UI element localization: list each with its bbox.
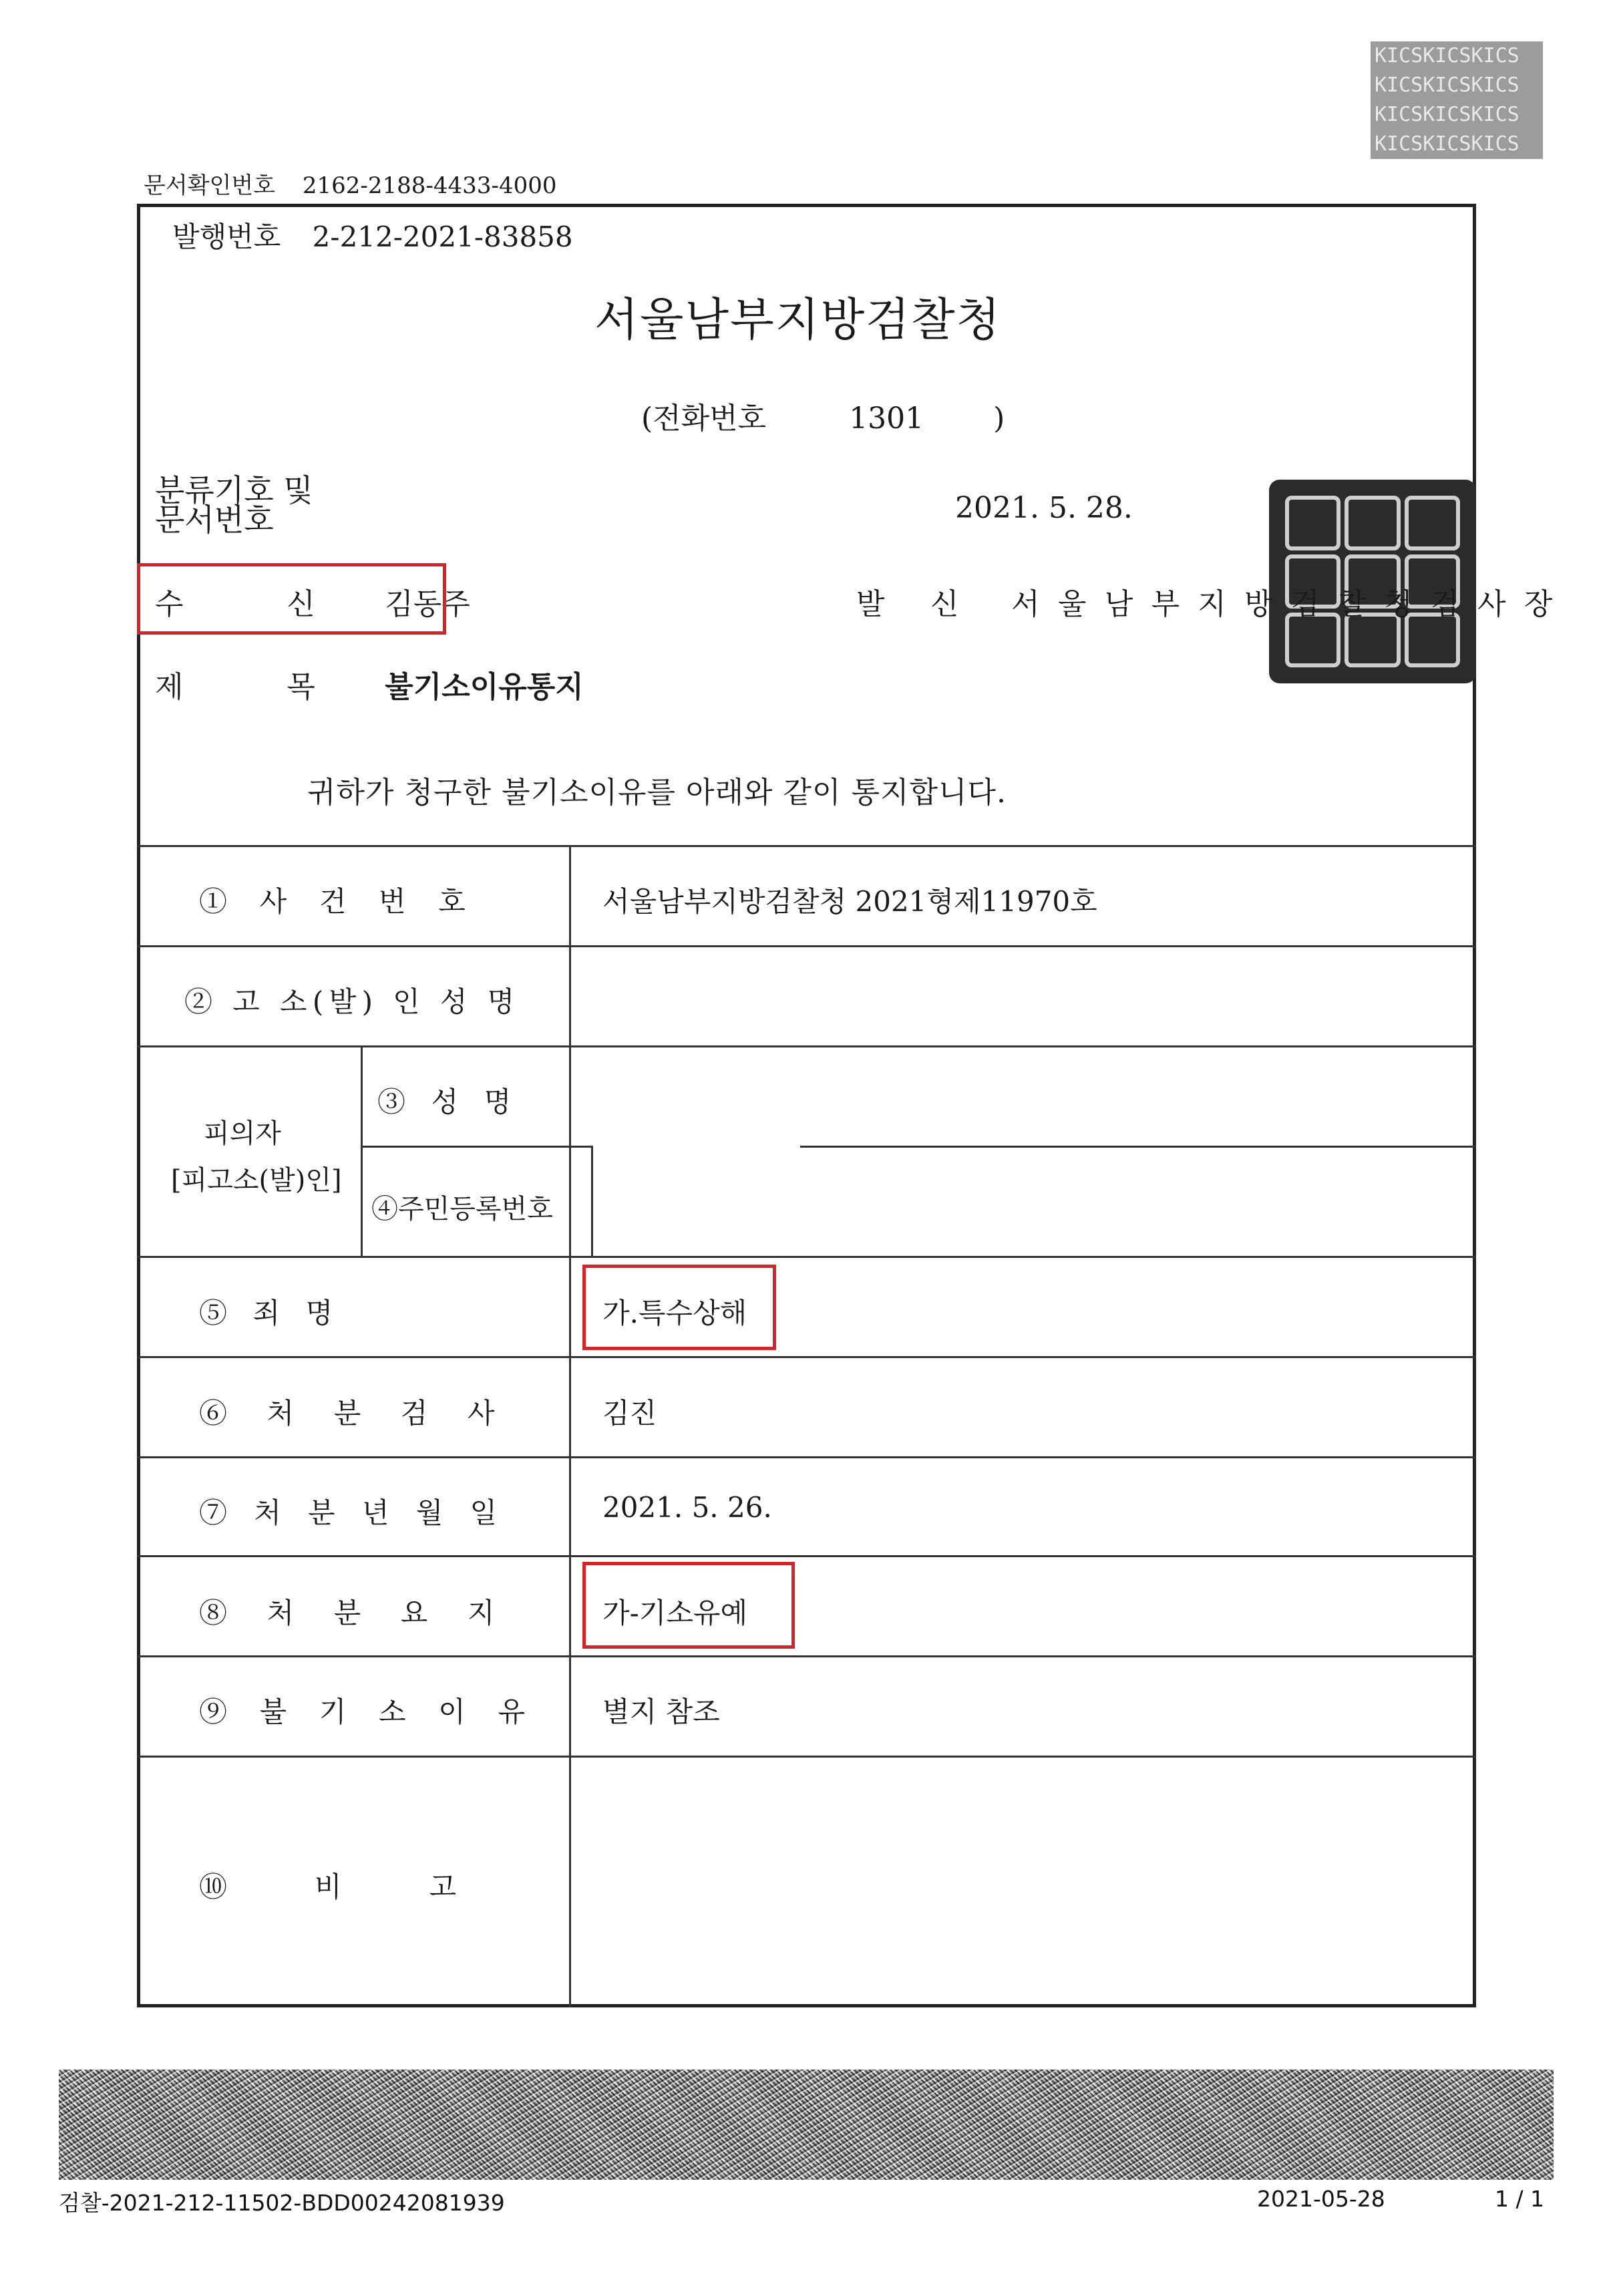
kics-line: KICSKICSKICS [1375, 132, 1519, 156]
classification-label-line2: 문서번호 [155, 502, 274, 538]
doc-confirm-label: 문서확인번호 [144, 172, 276, 199]
kics-line: KICSKICSKICS [1375, 44, 1519, 67]
prosecutor-value: 김진 [602, 1397, 657, 1430]
footer-date: 2021-05-28 [1257, 2186, 1385, 2212]
reason-label: ⑨ 불 기 소 이 유 [199, 1695, 537, 1728]
table-line [137, 1756, 1476, 1758]
disposition-date-value: 2021. 5. 26. [602, 1491, 772, 1524]
table-column-divider [361, 1045, 363, 1256]
issue-number: 2-212-2021-83858 [312, 220, 573, 253]
disposition-date-label: ⑦ 처 분 년 월 일 [199, 1496, 506, 1529]
phone-number: 1301 [849, 401, 924, 436]
table-column-divider [569, 845, 571, 2007]
doc-confirm-line [144, 167, 556, 200]
disposition-summary-label: ⑧ 처 분 요 지 [199, 1597, 510, 1629]
recipient-label: 수 신 [155, 587, 363, 621]
resident-number-label: ④주민등록번호 [371, 1194, 553, 1224]
phone-line [641, 394, 1005, 437]
phone-close: ) [993, 401, 1005, 436]
table-line [361, 1146, 591, 1148]
classification-label-line1: 분류기호 및 [155, 472, 313, 508]
case-number-value: 서울남부지방검찰청 2021형제11970호 [602, 885, 1097, 918]
security-pattern [59, 2070, 1554, 2180]
table-line [137, 1456, 1476, 1458]
suspect-label-line2: [피고소(발)인] [171, 1165, 342, 1196]
issue-label: 발행번호 [172, 220, 281, 253]
sender-label: 발 신 [856, 587, 977, 621]
complainant-label: ② 고 소(발) 인 성 명 [184, 985, 520, 1018]
notice-text: 귀하가 청구한 불기소이유를 아래와 같이 통지합니다. [307, 776, 1007, 810]
name-label: ③ 성 명 [377, 1086, 520, 1118]
footer-page: 1 / 1 [1495, 2186, 1545, 2212]
charge-value: 가.특수상해 [602, 1297, 747, 1329]
table-line [137, 1045, 1476, 1047]
document-date: 2021. 5. 28. [955, 491, 1133, 525]
table-line [137, 945, 1476, 947]
case-number-label: ① 사 건 번 호 [199, 885, 478, 918]
remarks-label: ⑩ 비 고 [199, 1870, 457, 1903]
table-line [137, 1356, 1476, 1358]
charge-highlight [582, 1265, 776, 1350]
recipient-name: 김동주 [385, 587, 470, 621]
charge-label: ⑤ 죄 명 [199, 1297, 341, 1329]
table-line [800, 1146, 1476, 1148]
table-line [137, 1655, 1476, 1657]
table-line [137, 1555, 1476, 1557]
sender-name: 서울남부지방검찰청검사장 [1011, 587, 1571, 621]
prosecutor-label: ⑥ 처 분 검 사 [199, 1397, 510, 1430]
document-frame [137, 204, 1476, 2007]
agency-title: 서울남부지방검찰청 [594, 294, 1002, 347]
kics-watermark [1371, 41, 1543, 159]
kics-line: KICSKICSKICS [1375, 103, 1519, 126]
subject-text: 불기소이유통지 [385, 670, 584, 704]
table-line [137, 1256, 1476, 1258]
classification-label [155, 472, 313, 538]
disposition-summary-value: 가-기소유예 [602, 1597, 748, 1629]
table-line [137, 845, 1476, 847]
subject-line [155, 663, 584, 705]
doc-confirm-number: 2162-2188-4433-4000 [302, 172, 557, 199]
suspect-label-line1: 피의자 [204, 1118, 281, 1149]
disposition-summary-highlight [582, 1562, 795, 1649]
kics-line: KICSKICSKICS [1375, 73, 1519, 97]
table-column-divider [591, 1146, 593, 1256]
subject-label: 제 목 [155, 670, 363, 704]
issue-number-line [172, 215, 573, 255]
recipient-highlight [137, 563, 446, 635]
sender-line [856, 580, 1571, 623]
phone-open: (전화번호 [641, 401, 767, 436]
footer-doc-code: 검찰-2021-212-11502-BDD00242081939 [59, 2190, 505, 2216]
reason-value: 별지 참조 [602, 1695, 720, 1728]
